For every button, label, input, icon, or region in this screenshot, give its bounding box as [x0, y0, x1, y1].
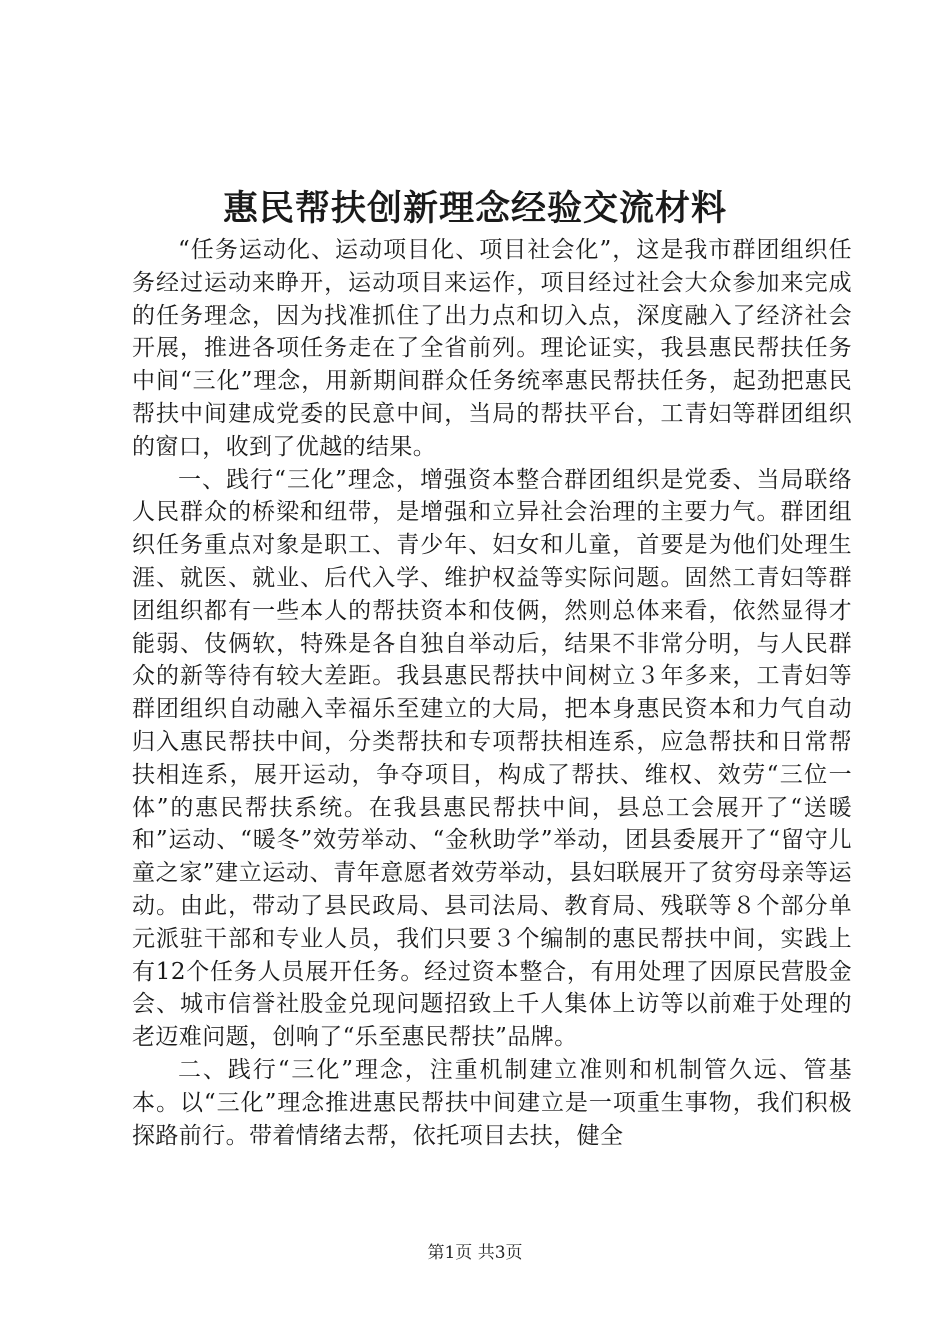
paragraph-section-2: 二、践行“三化”理念，注重机制建立准则和机制管久远、管基本。以“三化”理念推进惠民帮扶中间建立是一项重生事物，我们积极探路前行。带着情绪去帮，依托项目去扶，健全: [132, 1056, 852, 1149]
document-title: 惠民帮扶创新理念经验交流材料: [222, 188, 727, 229]
paragraph-intro: “任务运动化、运动项目化、项目社会化”，这是我市群团组织任务经过运动来睁开，运动项目来运作，项目经过社会大众参加来完成的任务理念，因为找准抓住了出力点和切入点，深度融入了经济社会开展，推进各项任务走在了全省前列。理论证实，我县惠民帮扶任务中间“三化”理念，用新期间群众任务统率惠民帮扶任务，起劲把惠民帮扶中间建成党委的民意中间，当局的帮扶平台，工青妇等群团组织的窗口，收到了优越的结果。: [132, 237, 852, 460]
document-body: [132, 234, 852, 1152]
paragraph-section-1: 一、践行“三化”理念，增强资本整合群团组织是党委、当局联络人民群众的桥梁和纽带，是增强和立异社会治理的主要力气。群团组织任务重点对象是职工、青少年、妇女和儿童，首要是为他们处理生涯、就医、就业、后代入学、维护权益等实际问题。固然工青妇等群团组织都有一些本人的帮扶资本和伎俩，然则总体来看，依然显得才能弱、伎俩软，特殊是各自独自举动后，结果不非常分明，与人民群众的新等待有较大差距。我县惠民帮扶中间树立３年多来，工青妇等群团组织自动融入幸福乐至建立的大局，把本身惠民资本和力气自动归入惠民帮扶中间，分类帮扶和专项帮扶相连系，应急帮扶和日常帮扶相连系，展开运动，争夺项目，构成了帮扶、维权、效劳“三位一体”的惠民帮扶系统。在我县惠民帮扶中间，县总工会展开了“送暖和”运动、“暖冬”效劳举动、“金秋助学”举动，团县委展开了“留守儿童之家”建立运动、青年意愿者效劳举动，县妇联展开了贫穷母亲等运动。由此，带动了县民政局、县司法局、教育局、残联等８个部分单元派驻干部和专业人员，我们只要３个编制的惠民帮扶中间，实践上有12个任务人员展开任务。经过资本整合，有用处理了因原民营股金会、城市信誉社股金兑现问题招致上千人集体上访等以前难于处理的老迈难问题，创响了“乐至惠民帮扶”品牌。: [132, 466, 852, 1051]
page-number-footer: 第1页 共3页: [427, 1243, 523, 1263]
